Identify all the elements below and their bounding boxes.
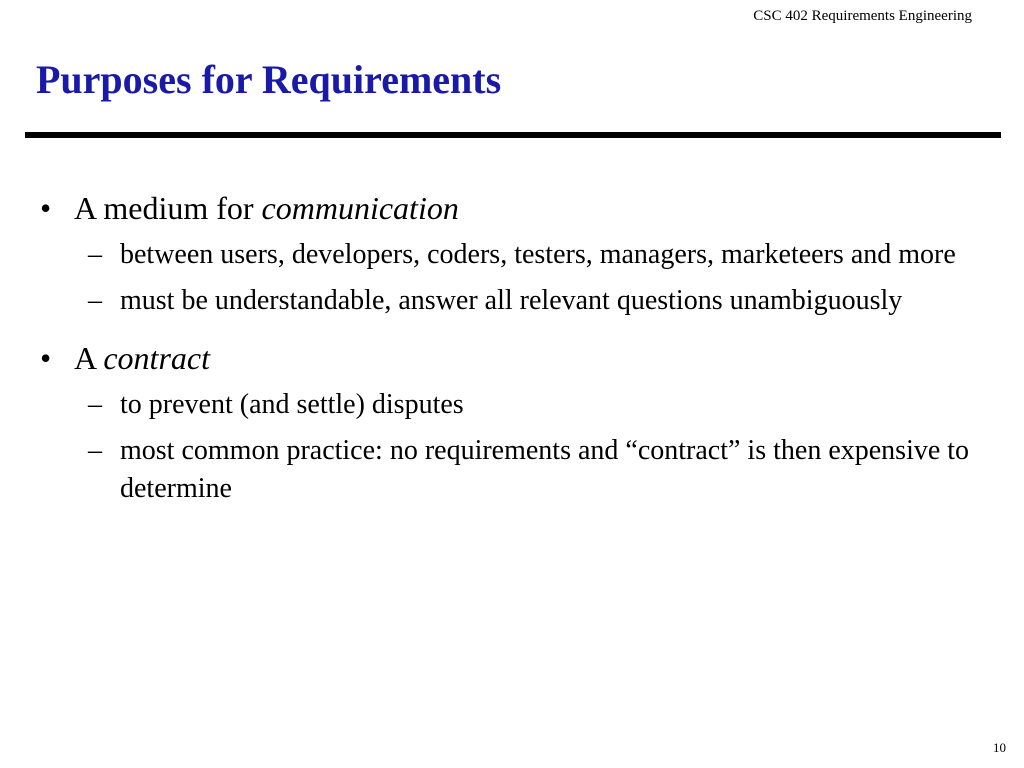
- bullet-emphasis: communication: [261, 190, 459, 226]
- bullet-marker: •: [40, 340, 52, 376]
- title-divider: [25, 132, 1001, 138]
- sub-bullet-text: must be understandable, answer all relevant questions unambiguously: [120, 285, 903, 316]
- sub-bullet-marker: –: [88, 435, 102, 466]
- sub-bullet-item: [0, 386, 1024, 424]
- sub-bullet-item: [0, 432, 1024, 508]
- bullet-emphasis: contract: [103, 340, 210, 376]
- bullet-marker: •: [40, 190, 52, 226]
- sub-bullet-text: between users, developers, coders, testers, managers, marketeers and more: [120, 239, 956, 270]
- bullet-prefix: A: [74, 340, 96, 376]
- sub-bullet-text: to prevent (and settle) disputes: [120, 389, 464, 420]
- bullet-item: [0, 188, 1024, 228]
- sub-bullet-item: [0, 236, 1024, 274]
- sub-bullet-text: most common practice: no requirements and “contract” is then expensive to determine: [120, 435, 970, 504]
- slide-header: CSC 402 Requirements Engineering: [753, 8, 972, 24]
- bullet-text: [74, 190, 459, 226]
- bullet-list: [0, 188, 1024, 508]
- sub-bullet-item: [0, 282, 1024, 320]
- page-number: 10: [993, 740, 1006, 755]
- bullet-prefix: A medium for: [74, 190, 254, 226]
- bullet-text: [74, 340, 210, 376]
- slide-title: Purposes for Requirements: [36, 57, 502, 102]
- bullet-item: [0, 338, 1024, 378]
- sub-bullet-marker: –: [88, 285, 102, 316]
- sub-bullet-marker: –: [88, 239, 102, 270]
- sub-bullet-marker: –: [88, 389, 102, 420]
